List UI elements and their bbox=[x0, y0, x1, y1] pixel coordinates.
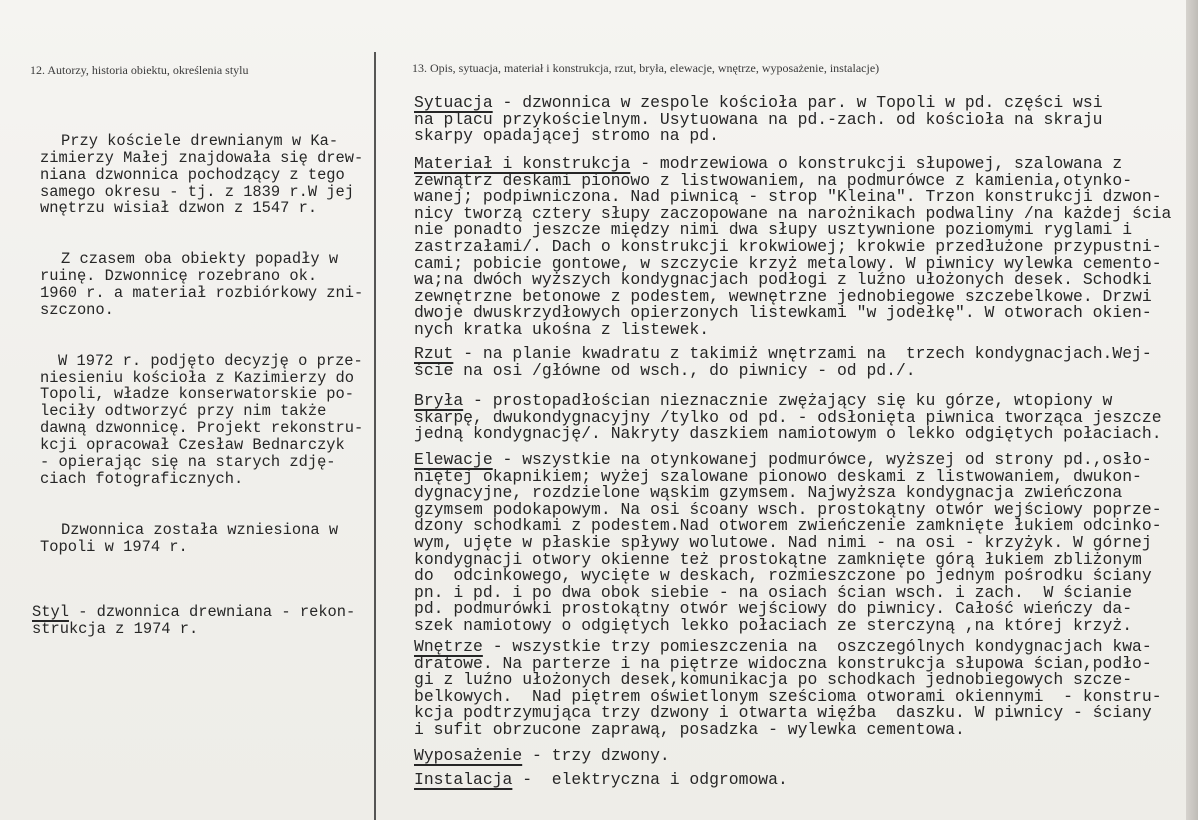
section-term: Bryła bbox=[414, 391, 464, 410]
section-wyposazenie bbox=[414, 748, 670, 765]
section-term: Wnętrze bbox=[414, 637, 483, 656]
section-sytuacja bbox=[414, 95, 1103, 145]
section-bryla bbox=[414, 393, 1162, 443]
section-elewacje bbox=[414, 452, 1162, 635]
style-term: Styl bbox=[32, 603, 69, 622]
history-paragraph: W 1972 r. podjęto decyzję o prze- niesieniu kościoła z Kazimierzy do Topoli, władze konserwatorskie po- leciły odtworzyć przy nim także dawną dzwonnicę. Projekt rekonstru- kcji opracował Czesław Bednarczyk - opierając się na starych zdję- ciach fotograficznych. bbox=[40, 351, 364, 488]
section-text: - wszystkie na otynkowanej podmurówce, wyższej od strony pd.,osło- niętej okapnikiem; wyżej szalowane pionowo deskami z listwowaniem, dwukon- dygnacyjne, rozdzielone wąskim gzymsem. Najwyższa kondygnacja zwieńczona gzymsem podokapowym. Na osi ścoany wsch. prostokątny otwór wejściowy poprze- dzony schodkami z podestem.Nad otworem zwieńczenie zamknięte łukiem odcinko- wym, ujęte w płaskie spływy wolutowe. Nad nimi - na osi - krzyżyk. W górnej kondygnacji otwory okienne też prostokątne zamknięte górą łukiem zbliżonym do odcinkowego, wycięte w deskach, rozmieszczone po jednym pośrodku ściany pn. i pd. i po dwa obok siebie - na osiach ścian wsch. i zach. W ścianie pd. podmurówki prostokątny otwór wejściowy do piwnicy. Całość wieńczy da- szek namiotowy o odgiętych lekko połaciach ze sterczyną ,na której krzyż. bbox=[414, 450, 1162, 635]
history-column bbox=[32, 99, 370, 672]
section-text: - dzwonnica w zespole kościoła par. w Topoli w pd. części wsi na placu przykościelnym. Usytuowana na pd.-zach. od kościoła na skraju skarpy opadającej stromo na pd. bbox=[414, 93, 1103, 146]
section-term: Elewacje bbox=[414, 450, 493, 469]
section-term: Materiał i konstrukcja bbox=[414, 154, 631, 173]
section-text: - na planie kwadratu z takimiż wnętrzami na trzech kondygnacjach.Wej- ście na osi /główne od wsch., do piwnicy - od pd./. bbox=[414, 344, 1152, 380]
section-rzut bbox=[414, 346, 1152, 379]
section-term: Instalacja bbox=[414, 770, 513, 789]
section-term: Rzut bbox=[414, 344, 454, 363]
style-section bbox=[32, 604, 370, 638]
section-text: - wszystkie trzy pomieszczenia na oszczególnych kondygnacjach kwa- dratowe. Na parterze i na piętrze widoczna konstrukcja słupowa ścian,podło- gi z luźno ułożonych desek,komunikacja po schodkach jednobiegowych szcze- belkowych. Nad piętrem oświetlonym sześcioma otworami okiennymi - konstru- kcja podtrzymująca trzy dzwony i otwarta więźba daszku. W piwnicy - ściany i sufit obrzucone zaprawą, posadzka - wylewka cementowa. bbox=[414, 637, 1162, 739]
section-text: - trzy dzwony. bbox=[522, 746, 670, 765]
section-text: - elektryczna i odgromowa. bbox=[512, 770, 788, 789]
section-material-konstrukcja bbox=[414, 156, 1171, 339]
section-text: - modrzewiowa o konstrukcji słupowej, szalowana z zewnątrz deskami pionowo z listwowaniem, na podmurówce z kamienia,otynko- wanej; podpiwniczona. Nad piwnicą - strop "Kleina". Trzon konstrukcji dzwon- nicy tworzą cztery słupy zaczopowane na narożnikach podwaliny /na każdej ścia nie ponadto jeszcze między nimi dwa słupy usztywnione poziomymi ryglami i zastrzałami/. Dach o konstrukcji krokwiowej; krokwie przedłużone przypustni- cami; pobicie gontowe, w szczycie krzyż metalowy. W piwnicy wylewka cemento- wa;na dwóch wyższych kondygnacjach podłogi z luźno ułożonych desek. Schodki zewnętrzne betonowe z podestem, wewnętrzne jednobiegowe szczebelkowe. Drzwi dwoje dwuskrzydłowych opierzonych listewkami "w jodełkę". W otworach okien- nych kratka ukośna z listewek. bbox=[414, 154, 1172, 339]
history-paragraph: Przy kościele drewnianym w Ka- zimierzy Małej znajdowała się drew- niana dzwonnica pochodzący z tego samego okresu - tj. z 1839 r.W jej wnętrzu wisiał dzwon z 1547 r. bbox=[40, 131, 364, 218]
form-field-header-12: 12. Autorzy, historia obiektu, określenia stylu bbox=[30, 63, 249, 77]
section-wnetrze bbox=[414, 639, 1162, 739]
column-divider bbox=[374, 52, 376, 820]
section-instalacja bbox=[414, 772, 788, 789]
style-text: - dzwonnica drewniana - rekon- strukcja z 1974 r. bbox=[32, 603, 356, 639]
section-text: - prostopadłościan nieznacznie zwężający się ku górze, wtopiony w skarpę, dwukondygnacyjny /tylko od pd. - odsłonięta piwnica tworząca jeszcze jedną kondygnację/. Nakryty daszkiem namiotowym o lekko odgiętych połaciach. bbox=[414, 391, 1162, 444]
history-paragraph: Dzwonnica została wzniesiona w Topoli w 1974 r. bbox=[40, 520, 339, 556]
section-term: Sytuacja bbox=[414, 93, 493, 112]
history-paragraph: Z czasem oba obiekty popadły w ruinę. Dzwonnicę rozebrano ok. 1960 r. a materiał rozbiórkowy zni- szczono. bbox=[40, 250, 364, 319]
section-term: Wyposażenie bbox=[414, 746, 523, 765]
form-field-header-13: 13. Opis, sytuacja, materiał i konstrukcja, rzut, bryła, elewacje, wnętrze, wyposażenie, instalacje) bbox=[412, 61, 880, 75]
scan-edge bbox=[1186, 0, 1198, 820]
